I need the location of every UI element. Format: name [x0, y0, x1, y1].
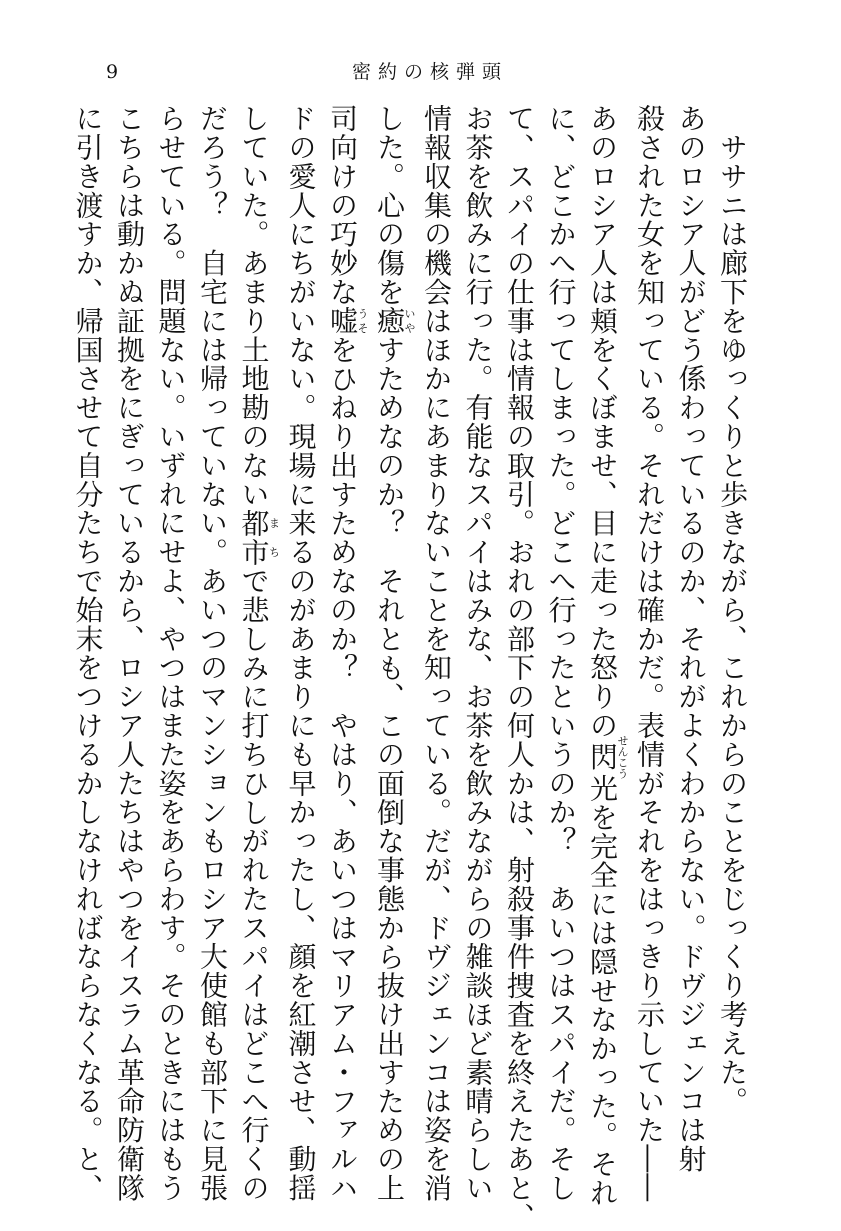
text-line — [629, 104, 671, 1203]
text-line — [712, 104, 754, 1120]
text-segment: らせている。問題ない。いずれにせよ、やつはまた姿をあらわす。そのときにはもう — [154, 104, 188, 1203]
ruby-word — [237, 508, 281, 567]
text-segment: ドの愛人にちがいない。現場に来るのがあまりにも早かったし、顔を紅潮させ、動揺 — [284, 104, 318, 1203]
text-line — [670, 104, 712, 1174]
text-segment: あのロシア人がどう係わっているのか、それがよくわからない。ドヴジェンコは射 — [674, 104, 708, 1174]
text-segment: に、どこかへ行ってしまった。どこへ行ったというのか？ あいつはスパイだ。そし — [544, 104, 578, 1203]
text-segment: お茶を飲みに行った。有能なスパイはみな、お茶を飲みながらの雑談ほど素晴らしい — [461, 104, 495, 1203]
ruby-base: 都市 — [237, 508, 271, 567]
text-segment: をひねり出すためなのか？ やはり、あいつはマリアム・ファルハ — [326, 335, 359, 1203]
text-line — [322, 104, 369, 1203]
text-segment: 光を完全には隠せなかった。それ — [586, 773, 619, 1208]
text-segment: していた。あまり土地勘のない — [237, 104, 271, 509]
text-line — [233, 104, 281, 1203]
text-line — [280, 104, 322, 1203]
text-segment: すためなのか？ それとも、この面倒な事態から抜け出すための上 — [373, 335, 406, 1203]
text-line — [416, 104, 458, 1203]
text-segment: 殺された女を知っている。それだけは確かだ。表情がそれをはっきり示していた―― — [633, 104, 666, 1203]
text-line — [192, 104, 234, 1203]
text-segment: に引き渡すか、帰国させて自分たちで始末をつけるかしなければならなくなる。と、 — [71, 104, 105, 1203]
body-text — [67, 104, 753, 1231]
ruby-reading: いや — [403, 306, 416, 336]
text-segment: こちらは動かぬ証拠をにぎっているから、ロシア人たちはやつをイスラム革命防衛隊 — [113, 104, 146, 1203]
text-line — [150, 104, 192, 1203]
text-line — [369, 104, 416, 1203]
ruby-reading: まち — [267, 508, 281, 567]
text-segment: て、スパイの仕事は情報の取引。おれの部下の何人かは、射殺事件捜査を終えたあと、 — [503, 104, 536, 1231]
ruby-word — [373, 306, 416, 336]
ruby-word — [586, 734, 629, 779]
ruby-base: 閃 — [586, 734, 619, 779]
text-line — [67, 104, 109, 1203]
text-segment: ササニは廊下をゆっくりと歩きながら、これからのことをじっくり考えた。 — [716, 104, 749, 1116]
ruby-reading: うそ — [356, 306, 369, 336]
text-segment: あのロシア人は頬をくぼませ、目に走った怒りの — [586, 104, 619, 740]
text-line — [499, 104, 541, 1231]
ruby-word — [326, 306, 369, 336]
running-head-title: 密約の核弾頭 — [351, 61, 508, 83]
text-line — [109, 104, 151, 1203]
text-line — [540, 104, 582, 1203]
text-segment: だろう？ 自宅には帰っていない。あいつのマンションもロシア大使館も部下に見張 — [196, 104, 229, 1203]
page-number: 9 — [106, 61, 119, 83]
text-line — [582, 104, 629, 1208]
ruby-base: 嘘 — [326, 306, 359, 336]
text-segment: で悲しみに打ちひしがれたスパイはどこへ行くの — [237, 566, 271, 1203]
ruby-base: 癒 — [373, 306, 406, 336]
text-segment: 司向けの巧妙な — [326, 104, 359, 307]
text-line — [457, 104, 499, 1203]
ruby-reading: せんこう — [616, 734, 629, 779]
text-segment: 情報収集の機会はほかにあまりないことを知っている。だが、ドヴジェンコは姿を消 — [420, 104, 453, 1203]
text-segment: した。心の傷を — [373, 104, 406, 307]
